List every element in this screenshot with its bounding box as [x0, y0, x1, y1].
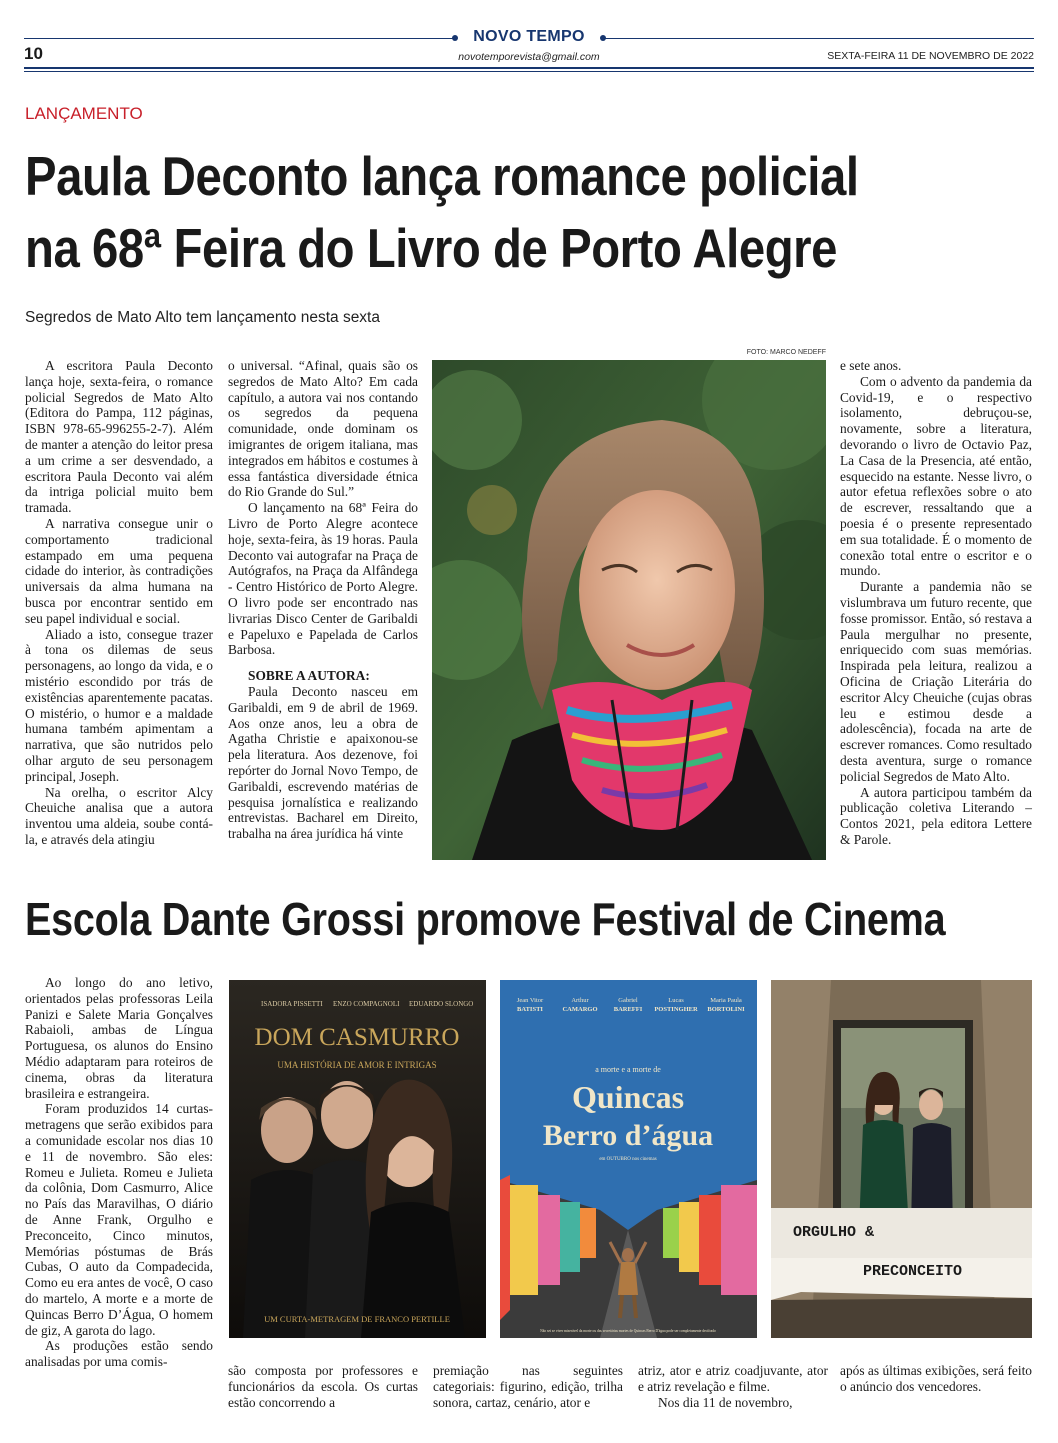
poster2-actor-last-5: BORTOLINI — [707, 1006, 745, 1013]
poster2-title-line-2: Berro d’água — [542, 1119, 714, 1152]
poster3-title-line-1: ORGULHO & — [793, 1224, 875, 1241]
article2-column-4 — [638, 1363, 828, 1410]
paragraph: Com o advento da pandemia da Covid-19, e o respectivo isolamento, debruçou-se, novamente, sobre a literatura, devorando o livro de Octavio Paz, La Casa de la Presencia, até então, esquecido na estante. Nesse livro, o autor efetua reflexões sobre o ato de escrever, ressaltando que a poesia é o presente representado em sua totalidade. É o momento de conexão total entre o escritor e o mundo. — [840, 373, 1032, 579]
paragraph: premiação nas seguintes categoriais: figurino, edição, trilha sonora, cartaz, cenário, ator e — [433, 1363, 623, 1410]
poster1-title: DOM CASMURRO — [254, 1024, 460, 1051]
paragraph: são composta por professores e funcionários da escola. Os curtas estão concorrendo a — [228, 1363, 418, 1410]
poster2-actor-first-4: Lucas — [668, 997, 684, 1004]
poster2-actor-first-2: Arthur — [571, 997, 589, 1004]
paragraph: Ao longo do ano letivo, orientados pelas professoras Leila Panizi e Salete Maria Gonçalves Rabaioli, ambas de Língua Portuguesa, os alunos do Ensino Médio adaptaram para roteiros de cinema, obras da literatura brasileira e estrangeira. — [25, 975, 213, 1101]
poster2-footer: Não sei se viver miserável da morte ou das secretárias mortes de Quincas Berro D'água pode ser completamente decifrado — [540, 1329, 716, 1333]
article1-subhead: Segredos de Mato Alto tem lançamento nesta sexta — [25, 309, 380, 326]
paragraph: A escritora Paula Deconto lança hoje, sexta-feira, o romance policial Segredos de Mato Alto (Editora do Pampa, 112 páginas, ISBN 978-65-996255-2-7). Além de manter a atenção do leitor presa a um crime a ser desvendado, a escritora Paula Deconto vai além da intriga policial muito bem tramada. — [25, 358, 213, 516]
article2-column-2 — [228, 1363, 418, 1410]
poster3-title-line-2: PRECONCEITO — [863, 1263, 963, 1280]
article2-column-1 — [25, 975, 213, 1370]
poster1-footer: UM CURTA-METRAGEM DE FRANCO PERTILLE — [264, 1314, 450, 1324]
author-photo — [432, 360, 826, 860]
poster2-actor-last-2: CAMARGO — [562, 1006, 598, 1013]
poster2-actor-first-5: Maria Paula — [710, 997, 742, 1004]
poster1-tagline: UMA HISTÓRIA DE AMOR E INTRIGAS — [277, 1060, 437, 1070]
page-number: 10 — [24, 44, 43, 63]
paragraph: O lançamento na 68ª Feira do Livro de Porto Alegre acontece hoje, sexta-feira, às 19 horas. Paula Deconto vai autografar na Praça de Autógrafos, na Praça da Alfândega - Centro Histórico de Porto Alegre. O livro pode ser encontrado nas livrarias Disco Center de Garibaldi e Papeluxo e Papelada de Carlos Barbosa. — [228, 500, 418, 658]
article2-column-5 — [840, 1363, 1032, 1395]
article1-column-2 — [228, 358, 418, 842]
headline-line-2: na 68ª Feira do Livro de Porto Alegre — [25, 217, 838, 279]
poster2-pretitle: a morte e a morte de — [595, 1065, 661, 1074]
paragraph: Aliado a isto, consegue trazer à tona os dilemas de seus personagens, ao longo da vida, e o mistério escondido por trás de existências aparentemente pacatas. O mistério, o humor e a maldade humana também apimentam a narrativa, que são nutridos pelo olhar arguto de seu personagem principal, Joseph. — [25, 626, 213, 784]
header-email: novotemporevista@gmail.com — [458, 51, 600, 63]
poster2-subtitle: em OUTUBRO nos cinemas — [599, 1157, 657, 1162]
paragraph: A autora participou também da publicação coletiva Literando – Contos 2021, pela editora Lettere & Parole. — [840, 784, 1032, 847]
poster-orgulho-e-preconceito — [771, 980, 1032, 1338]
paragraph: após as últimas exibições, será feito o anúncio dos vencedores. — [840, 1363, 1032, 1394]
poster2-actor-first-3: Gabriel — [618, 997, 638, 1004]
about-heading: SOBRE A AUTORA: — [248, 668, 370, 684]
paragraph: As produções estão sendo analisadas por uma comis- — [25, 1338, 213, 1370]
paragraph: Foram produzidos 14 curtas-metragens que serão exibidos para a comunidade escolar nos dias 10 e 11 de novembro. São eles: Romeu e Julieta. Romeu e Julieta da colônia, Dom Casmurro, Alice no País das Maravilhas, O diário de Anne Frank, Orgulho e Preconceito, Cinco minutos, Memórias póstumas de Brás Cubas, O auto da Compadecida, Como eu era antes de você, O caso do martelo, A morte e a morte de Quincas Berro D’Água, O homem de giz, A garota do lago. — [25, 1101, 213, 1338]
article1-column-1 — [25, 358, 213, 848]
paragraph: Na orelha, o escritor Alcy Cheuiche analisa que a autora inventou uma aldeia, soube contá-la, e através dela atingiu — [25, 784, 213, 847]
paragraph: atriz, ator e atriz coadjuvante, ator e atriz revelação e filme. — [638, 1363, 828, 1394]
paragraph: Nos dia 11 de novembro, — [658, 1394, 793, 1410]
poster2-title-line-1: Quincas — [571, 1079, 685, 1115]
paragraph: o universal. “Afinal, quais são os segredos de Mato Alto? Em cada capítulo, a autora vai nos contando os segredos da pequena comunidade, onde dominam os imigrantes de origem italiana, mas integrados em hábitos e costumes à essa fantástica diversidade étnica do Rio Grande do Sul.” — [228, 358, 418, 500]
poster2-actor-last-1: BATISTI — [517, 1006, 543, 1013]
paragraph: Durante a pandemia não se vislumbrava um futuro recente, que fosse promissor. Então, só restava a Paula mergulhar no presente, enriquecido com suas memórias. Inspirada pela leitura, realizou a Oficina de Criação Literária do escritor Alcy Cheuiche (cujas obras leu e estimou desde a adolescência), focada na arte de escrever romances. Como resultado desta aventura, surge o romance policial Segredos de Mato Alto. — [840, 579, 1032, 784]
photo-credit: FOTO: MARCO NEDEFF — [746, 349, 826, 356]
masthead-title: NOVO TEMPO — [473, 28, 585, 45]
paragraph: Paula Deconto nasceu em Garibaldi, em 9 de abril de 1969. Aos onze anos, leu a obra de Agatha Christie e apaixonou-se pela literatura. Aos dezenove, foi repórter do Jornal Novo Tempo, de Garibaldi, escrevendo matérias de pesquisa jornalística e realizando entrevistas. Bacharel em Direito, trabalha na área jurídica há vinte — [228, 683, 418, 842]
paragraph: e sete anos. — [840, 358, 902, 373]
paragraph: A narrativa consegue unir o comportamento tradicional estampado em uma pequena cidade do interior, às contradições universais da alma humana na busca por encontrar sentido em seu papel individual e social. — [25, 515, 213, 626]
poster1-actor-3: EDUARDO SLONGO — [409, 1000, 474, 1008]
header-date: SEXTA-FEIRA 11 DE NOVEMBRO DE 2022 — [827, 50, 1034, 62]
article1-headline — [25, 140, 894, 284]
poster-dom-casmurro — [229, 980, 486, 1338]
article1-column-3 — [840, 358, 1032, 848]
poster1-actor-1: ISADORA PISSETTI — [261, 1000, 323, 1008]
article2-headline: Escola Dante Grossi promove Festival de Cinema — [25, 893, 946, 945]
header-rule-thin — [24, 71, 1034, 72]
spacer — [228, 658, 418, 668]
poster-quincas-berro-dagua — [500, 980, 757, 1338]
article2-column-3 — [433, 1363, 623, 1410]
poster2-actor-last-4: POSTINGHER — [654, 1006, 698, 1013]
poster2-actor-first-1: Jean Vitor — [516, 997, 544, 1004]
header-rule-thick — [24, 67, 1034, 69]
poster2-actor-last-3: BAREFFI — [613, 1006, 643, 1013]
poster1-actor-2: ENZO COMPAGNOLI — [333, 1000, 400, 1008]
section-tag: LANÇAMENTO — [25, 104, 143, 123]
headline-line-1: Paula Deconto lança romance policial — [25, 145, 859, 207]
